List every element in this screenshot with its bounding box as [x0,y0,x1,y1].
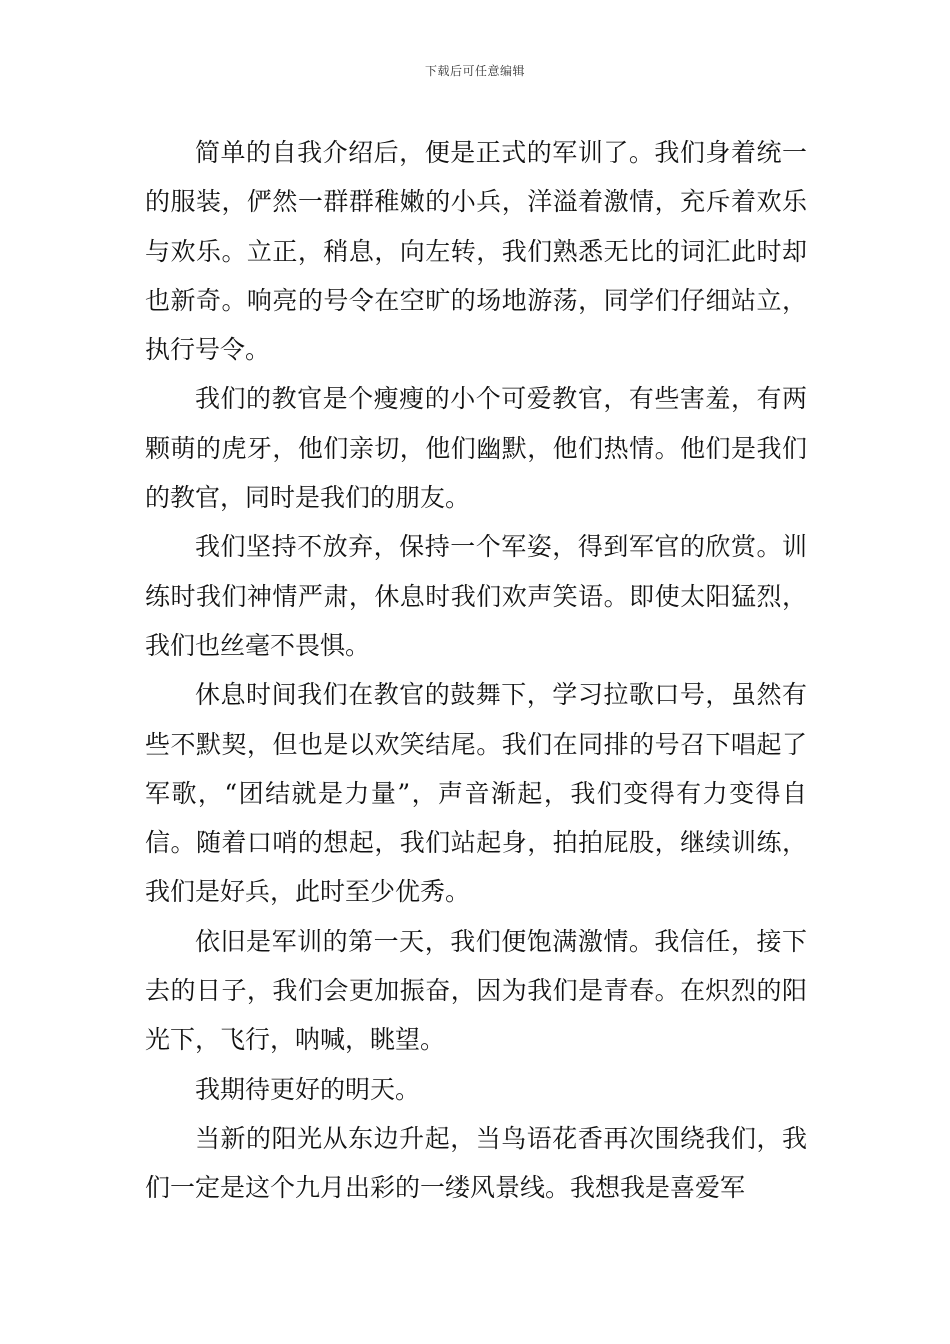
paragraph: 当新的阳光从东边升起，当鸟语花香再次围绕我们，我们一定是这个九月出彩的一缕风景线。我想我是喜爱军 [145,1123,807,1203]
paragraph: 我们坚持不放弃，保持一个军姿，得到军官的欣赏。训练时我们神情严肃，休息时我们欢声笑语。即使太阳猛烈，我们也丝毫不畏惧。 [145,532,807,660]
document-body [145,128,807,1213]
paragraph: 依旧是军训的第一天，我们便饱满激情。我信任，接下去的日子，我们会更加振奋，因为我们是青春。在炽烈的阳光下，飞行，呐喊，眺望。 [145,926,807,1055]
page-header: 下载后可任意编辑 [424,64,525,78]
paragraph: 休息时间我们在教官的鼓舞下，学习拉歌口号，虽然有些不默契，但也是以欢笑结尾。我们在同排的号召下唱起了军歌，“团结就是力量”，声音渐起，我们变得有力变得自信。随着口哨的想起，我们站起身，拍拍屁股，继续训练，我们是好兵，此时至少优秀。 [145,680,807,907]
paragraph: 简单的自我介绍后，便是正式的军训了。我们身着统一的服装，俨然一群群稚嫩的小兵，洋溢着激情，充斥着欢乐与欢乐。立正，稍息，向左转，我们熟悉无比的词汇此时却也新奇。响亮的号令在空旷的场地游荡，同学们仔细站立，执行号令。 [145,138,807,365]
paragraph: 我期待更好的明天。 [195,1074,421,1104]
paragraph: 我们的教官是个瘦瘦的小个可爱教官，有些害羞，有两颗萌的虎牙，他们亲切，他们幽默，他们热情。他们是我们的教官，同时是我们的朋友。 [145,384,807,513]
